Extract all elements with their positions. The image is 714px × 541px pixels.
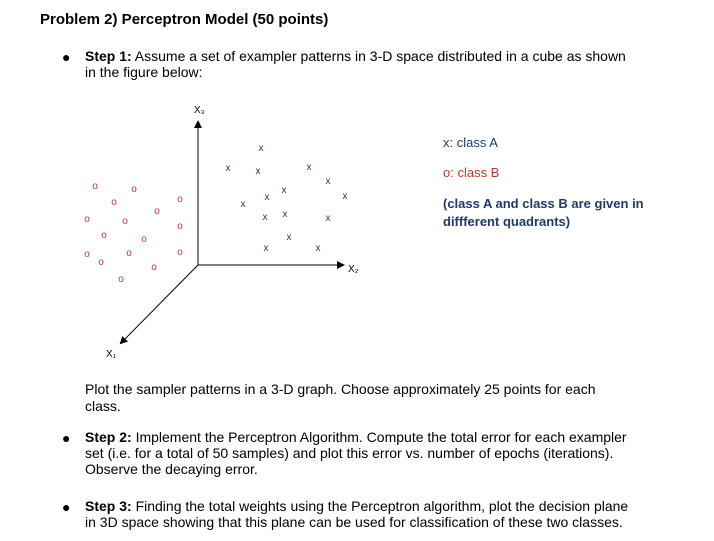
class-a-marker: x [342, 191, 348, 202]
class-b-marker: o [177, 194, 183, 205]
step2-label: Step 2: [85, 429, 132, 445]
axis-x2-label: X₂ [348, 264, 359, 275]
step3-label: Step 3: [85, 498, 132, 514]
class-b-marker: o [98, 257, 104, 268]
class-b-marker: o [111, 197, 117, 208]
step3-text-line1: Finding the total weights using the Perceptron algorithm, plot the decision plane [131, 498, 629, 514]
class-a-marker: x [282, 209, 288, 220]
class-b-marker: o [126, 248, 132, 259]
class-a-marker: x [306, 162, 312, 173]
step2-text-line3: Observe the decaying error. [85, 461, 258, 477]
legend-class-b: o: class B [443, 165, 500, 180]
bullet-step1: ● [62, 49, 71, 65]
legend-note [443, 195, 673, 231]
plot-instruction-line2: class. [85, 398, 121, 414]
step1-text-line1: Assume a set of exampler patterns in 3-D space distributed in a cube as shown [131, 48, 626, 64]
plot-instruction-line1: Plot the sampler patterns in a 3-D graph. Choose approximately 25 points for each [85, 381, 596, 397]
step2-text-line1: Implement the Perceptron Algorithm. Compute the total error for each exampler [131, 429, 627, 445]
legend-note-line2: diffferent quadrants) [443, 214, 571, 229]
class-b-marker: o [131, 184, 137, 195]
class-b-marker: o [122, 216, 128, 227]
axis-x3-label: X₃ [194, 105, 205, 116]
class-b-marker: o [118, 274, 124, 285]
class-a-marker: x [258, 143, 264, 154]
class-a-marker: x [286, 232, 292, 243]
step2-paragraph [85, 429, 685, 477]
axis-x1-line [121, 265, 198, 343]
class-a-marker: x [325, 213, 331, 224]
step3-paragraph [85, 498, 685, 530]
step1-text-line2: in the figure below: [85, 64, 203, 80]
class-a-marker: x [240, 199, 246, 210]
legend-class-a: x: class A [443, 135, 498, 150]
class-a-marker: x [325, 176, 331, 187]
class-b-marker: o [92, 181, 98, 192]
class-b-marker: o [154, 206, 160, 217]
bullet-step3: ● [62, 499, 71, 515]
class-a-marker: x [281, 185, 287, 196]
class-b-points [84, 181, 183, 285]
bullet-step2: ● [62, 430, 71, 446]
class-b-marker: o [177, 221, 183, 232]
class-a-marker: x [225, 163, 231, 174]
class-a-points [226, 143, 348, 254]
class-b-marker: o [84, 249, 90, 260]
step1-label: Step 1: [85, 48, 132, 64]
class-b-marker: o [151, 262, 157, 273]
class-b-marker: o [84, 214, 90, 225]
class-b-marker: o [177, 247, 183, 258]
class-a-marker: x [315, 243, 321, 254]
class-a-marker: x [262, 212, 268, 223]
legend-note-line1: (class A and class B are given in [443, 196, 644, 211]
plot-instruction [85, 381, 685, 415]
class-a-marker: x [255, 166, 261, 177]
class-a-marker: x [263, 243, 269, 254]
step3-text-line2: in 3D space showing that this plane can be used for classification of these two classes. [85, 514, 623, 530]
class-b-marker: o [141, 234, 147, 245]
class-b-marker: o [101, 230, 107, 241]
step2-text-line2: set (i.e. for a total of 50 samples) and plot this error vs. number of epochs (iterations). [85, 445, 614, 461]
problem-title: Problem 2) Perceptron Model (50 points) [40, 11, 329, 28]
class-a-marker: x [264, 192, 270, 203]
axis-x1-label: X₁ [106, 349, 117, 360]
